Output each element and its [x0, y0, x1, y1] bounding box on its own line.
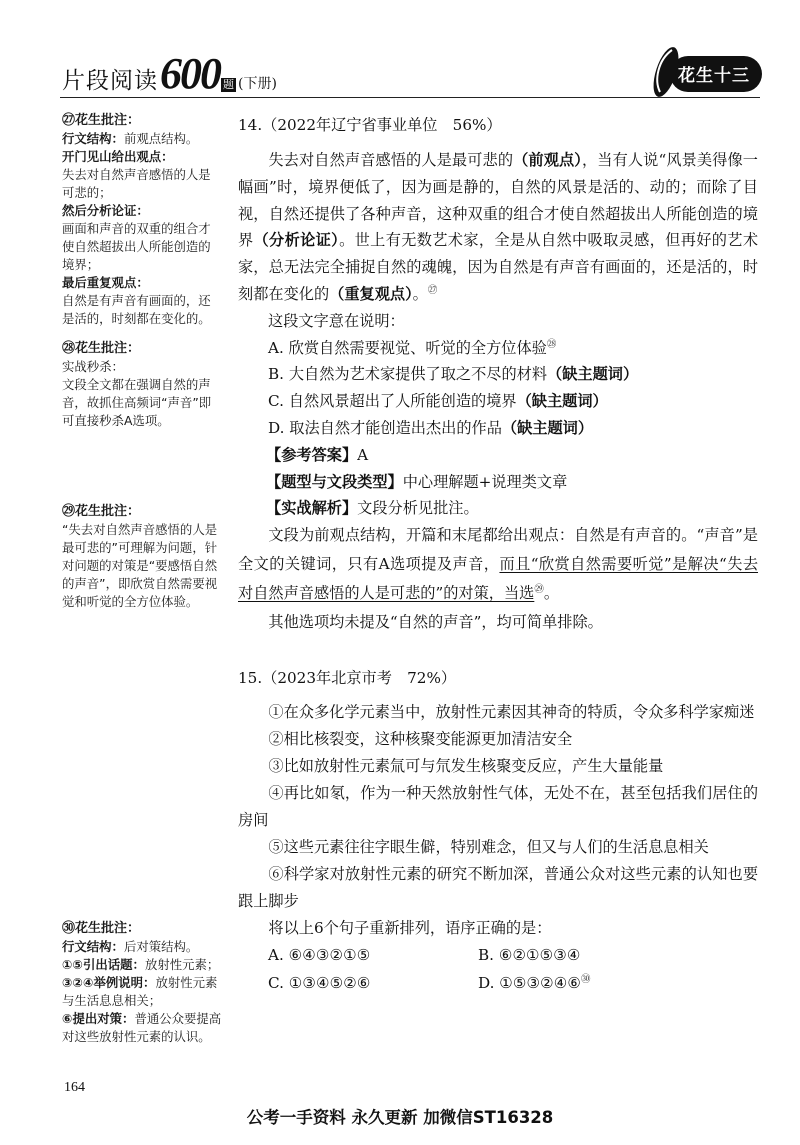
note-title: ㉗花生批注：: [62, 113, 141, 128]
note-title: ㉙花生批注：: [62, 504, 141, 519]
note-line: ①⑤引出话题：放射性元素；: [62, 957, 220, 972]
page-number: 164: [64, 1080, 85, 1095]
sentence-3: ③比如放射性元素氚可与氘发生核聚变反应，产生大量能量: [268, 757, 664, 775]
question-type: 【题型与文段类型】中心理解题+说理类文章: [266, 472, 568, 491]
note-29: [62, 503, 222, 611]
book-title: 片段阅读: [62, 68, 158, 94]
option-c: C. ①③④⑤②⑥: [268, 974, 371, 992]
logo-text: 花生十三: [678, 66, 750, 86]
question-15-options: [238, 941, 758, 997]
option-d: D. 取法自然才能创造出杰出的作品（缺主题词）: [268, 418, 594, 437]
option-c: C. 自然风景超出了人所能创造的境界（缺主题词）: [268, 392, 608, 411]
question-14-prompt: 这段文字意在说明：: [268, 311, 405, 330]
note-27: [62, 112, 222, 328]
question-14-title: 14.（2022年辽宁省事业单位 56%）: [238, 116, 502, 134]
question-15-prompt: 将以上6个句子重新排列，语序正确的是：: [268, 919, 552, 937]
note-text: 自然是有声音有画面的，还是活的，时刻都在变化的。: [62, 293, 211, 326]
note-text: 文段全文都在强调自然的声音，故抓住高频词“声音”即可直接秒杀A选项。: [62, 377, 212, 428]
question-14-body: [238, 147, 758, 522]
note-label: 实战秒杀：: [62, 359, 124, 374]
option-b: B. 大自然为艺术家提供了取之不尽的材料（缺主题词）: [268, 365, 639, 384]
question-15-title: 15.（2023年北京市考 72%）: [238, 669, 457, 687]
book-header: [62, 48, 277, 99]
brand-logo: [648, 40, 763, 104]
sentence-4: ④再比如氡，作为一种天然放射性气体，无处不在，甚至包括我们居住的房间: [238, 784, 758, 829]
note-line: 行文结构：前观点结构。: [62, 131, 199, 146]
question-14-other: 其他选项均未提及“自然的声音”，均可简单排除。: [268, 613, 603, 631]
note-label: 然后分析论证：: [62, 203, 149, 218]
sentence-5: ⑤这些元素往往字眼生僻，特别难念，但又与人们的生活息息相关: [268, 838, 709, 856]
sentence-6: ⑥科学家对放射性元素的研究不断加深，普通公众对这些元素的认知也要跟上脚步: [238, 865, 758, 910]
option-b: B. ⑥②①⑤③④: [478, 946, 581, 964]
sentence-2: ②相比核裂变，这种核聚变能源更加清洁安全: [268, 730, 573, 748]
note-text: 画面和声音的双重的组合才使自然超拔出人所能创造的境界；: [62, 221, 211, 272]
header-divider: [60, 97, 760, 98]
note-30: [62, 920, 222, 1046]
reference-answer: 【参考答案】A: [266, 445, 369, 464]
note-label: 最后重复观点：: [62, 275, 149, 290]
option-a: A. 欣赏自然需要视觉、听觉的全方位体验$^㉘$: [268, 338, 557, 357]
question-15-body: [238, 699, 758, 942]
note-label: 开门见山给出观点：: [62, 149, 174, 164]
note-title: ㉚花生批注：: [62, 921, 141, 936]
sentence-1: ①在众多化学元素当中，放射性元素因其神奇的特质，令众多科学家痴迷: [268, 703, 755, 721]
note-text: 失去对自然声音感悟的人是可悲的；: [62, 167, 211, 200]
analysis-heading: 【实战解析】文段分析见批注。: [266, 499, 479, 518]
question-14-analysis: 文段为前观点结构，开篇和末尾都给出观点：自然是有声音的。“声音”是全文的关键词，只有A选项提及声音，而且“欣赏自然需要听觉”是解决“失去对自然声音感悟的人是可悲的”的对策，当选$^㉙$。: [238, 526, 759, 602]
note-line: ⑥提出对策：普通公众要提高对这些放射性元素的认识。: [62, 1011, 222, 1044]
book-number: 600: [160, 49, 220, 98]
note-text: “失去对自然声音感悟的人是最可悲的”可理解为问题，针对问题的对策是“要感悟自然的声音”，即欣赏自然需要视觉和听觉的全方位体验。: [62, 522, 218, 609]
note-title: ㉘花生批注：: [62, 341, 141, 356]
note-28: [62, 340, 222, 430]
book-number-box: 题: [223, 78, 234, 91]
footer-watermark: 公考一手资料 永久更新 加微信ST16328: [246, 1108, 554, 1127]
option-a: A. ⑥④③②①⑤: [268, 946, 371, 964]
note-line: ③②④举例说明：放射性元素与生活息息相关；: [62, 975, 218, 1008]
question-14-passage: 失去对自然声音感悟的人是最可悲的（前观点），当有人说“风景美得像一幅画”时，境界便低了，因为画是静的，自然的风景是活的、动的；而除了目视，自然还提供了各种声音，这种双重的组合才使自然超拔出人所能创造的境界（分析论证）。世上有无数艺术家，全是从自然中吸取灵感，但再好的艺术家，总无法完全捕捉自然的魂魄，因为自然是有声音有画面的，还是活的，时刻都在变化的（重复观点）。$^㉗$: [238, 151, 759, 303]
book-volume: (下册): [238, 76, 277, 92]
option-d: D. ①⑤③②④⑥$^㉚$: [478, 973, 591, 992]
note-line: 行文结构：后对策结构。: [62, 939, 199, 954]
